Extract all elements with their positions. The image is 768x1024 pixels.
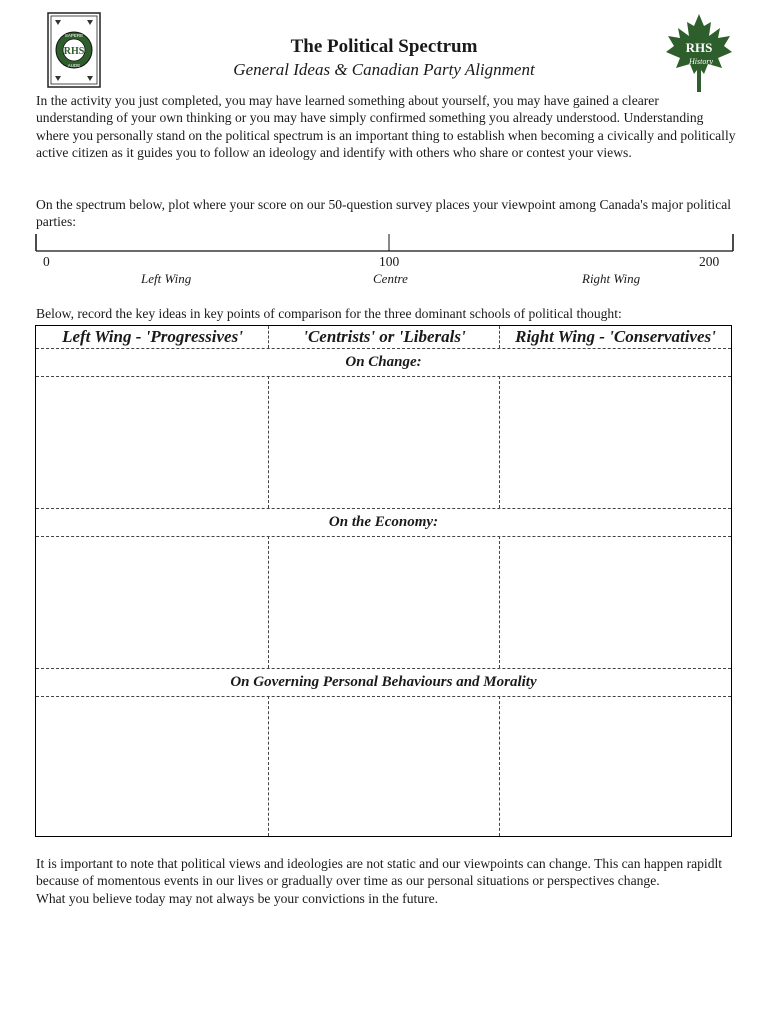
cell-change-right[interactable] (500, 377, 731, 508)
crest-text-top: SAPERE (64, 33, 84, 38)
page-subtitle: General Ideas & Canadian Party Alignment (233, 60, 535, 79)
column-header-left: Left Wing - 'Progressives' (62, 327, 243, 346)
column-divider (268, 376, 269, 508)
column-divider (499, 376, 500, 508)
cell-morality-centre[interactable] (269, 697, 499, 836)
cell-economy-right[interactable] (500, 537, 731, 668)
column-divider (268, 536, 269, 668)
cell-change-centre[interactable] (269, 377, 499, 508)
spectrum-max-label: 200 (699, 254, 720, 269)
closing-line-1: It is important to note that political views and ideologies are not static and our viewpoints can change. This can happen rapidlt because of momentous events in our lives or gradually over time as our personal situations or perspectives change. (36, 856, 723, 889)
section-label-morality: On Governing Personal Behaviours and Morality (230, 674, 537, 690)
cell-change-left[interactable] (36, 377, 268, 508)
leaf-monogram: RHS (685, 40, 713, 55)
cell-morality-right[interactable] (500, 697, 731, 836)
cell-economy-centre[interactable] (269, 537, 499, 668)
centre-label: Centre (373, 271, 408, 286)
spectrum-min-label: 0 (43, 254, 50, 269)
column-header-centre: 'Centrists' or 'Liberals' (303, 327, 466, 346)
instruction-paragraph: On the spectrum below, plot where your score on our 50-question survey places your viewpoint among Canada's major political parties: (36, 197, 732, 230)
header-divider (499, 326, 500, 348)
table-intro-paragraph: Below, record the key ideas in key points of comparison for the three dominant schools of political thought: (36, 306, 622, 321)
column-header-right: Right Wing - 'Conservatives' (515, 327, 716, 346)
intro-paragraph: In the activity you just completed, you may have learned something about yourself, you may have gained a clearer understanding of your own thinking or you may have simply confirmed something you already understood. Understanding where you personally stand on the political spectrum is an important thing to establish when becoming a civically and politically active citizen as it guides you to follow an ideology and identify with others who share or contest your views. (36, 93, 736, 160)
section-label-economy: On the Economy: (328, 514, 439, 530)
section-label-change: On Change: (345, 354, 422, 370)
leaf-word: History (689, 57, 713, 66)
crest-monogram: RHS (63, 46, 85, 57)
header-divider (268, 326, 269, 348)
cell-morality-left[interactable] (36, 697, 268, 836)
column-divider (268, 696, 269, 836)
closing-line-2: What you believe today may not always be your convictions in the future. (36, 890, 439, 906)
page-title: The Political Spectrum (290, 36, 478, 57)
right-wing-label: Right Wing (582, 271, 641, 286)
column-divider (499, 696, 500, 836)
left-wing-label: Left Wing (141, 271, 192, 286)
comparison-table (35, 325, 732, 837)
closing-paragraph (36, 855, 736, 907)
cell-economy-left[interactable] (36, 537, 268, 668)
column-divider (499, 536, 500, 668)
spectrum-mid-label: 100 (379, 254, 400, 269)
crest-text-bottom: AUDE (67, 63, 81, 68)
maple-leaf-icon (664, 12, 734, 94)
